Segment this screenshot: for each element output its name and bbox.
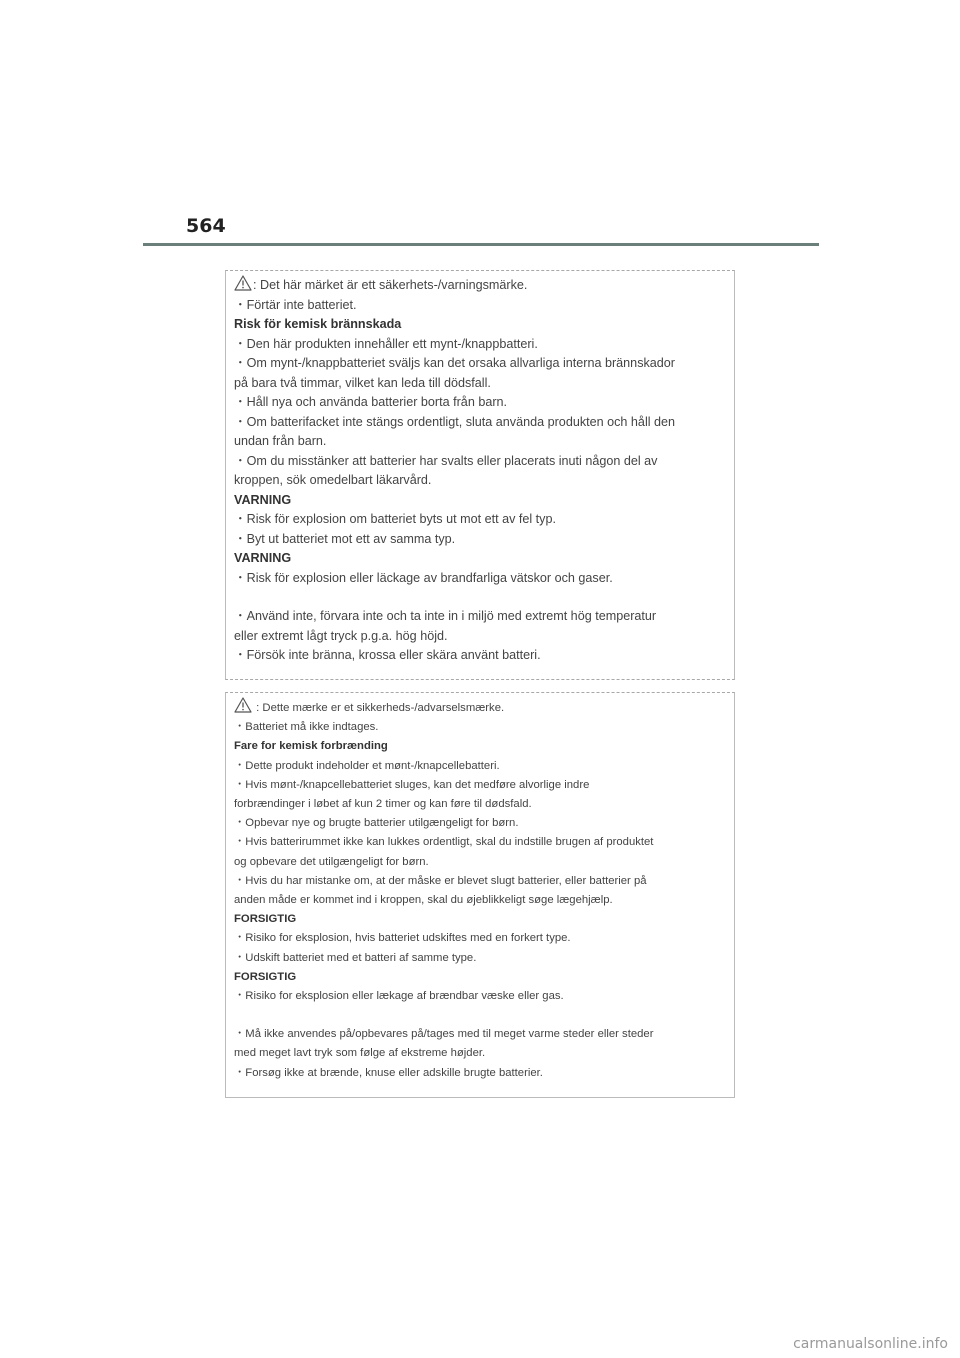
label-line [234, 432, 726, 452]
line-text: og opbevare det utilgængeligt for børn. [234, 855, 429, 868]
label-line [234, 275, 726, 296]
label-line [234, 393, 726, 413]
label-line [234, 471, 726, 491]
line-text: eller extremt lågt tryck p.g.a. hög höjd. [234, 628, 448, 643]
line-text: VARNING [234, 492, 292, 507]
blank-line [234, 588, 726, 607]
line-text: FORSIGTIG [234, 970, 297, 983]
label-line [234, 853, 726, 872]
line-text: forbrændinger i løbet af kun 2 timer og kan føre til dødsfald. [234, 798, 532, 811]
label-line [234, 413, 726, 433]
label-heading [234, 737, 726, 756]
line-text: ・Förtär inte batteriet. [234, 297, 357, 312]
line-text: : Dette mærke er et sikkerheds-/advarselsmærke. [253, 702, 505, 714]
line-text: ・Dette produkt indeholder et mønt-/knapcellebatteri. [234, 759, 500, 772]
line-text: med meget lavt tryk som følge af ekstreme højder. [234, 1047, 486, 1060]
label-line [234, 1044, 726, 1063]
footer-watermark: carmanualsonline.info [793, 1336, 948, 1352]
label-heading [234, 549, 726, 569]
label-line [234, 569, 726, 589]
line-text: ・Risk för explosion om batteriet byts ut mot ett av fel typ. [234, 512, 556, 526]
danish-warning-label [225, 692, 735, 1098]
warning-triangle-icon [234, 697, 252, 713]
header-rule [143, 243, 819, 246]
line-text: ・Hvis batterirummet ikke kan lukkes ordentligt, skal du indstille brugen af produktet [234, 836, 654, 849]
line-text: ・Om mynt-/knappbatteriet sväljs kan det orsaka allvarliga interna brännskador [234, 356, 675, 370]
line-text: ・Byt ut batteriet mot ett av samma typ. [234, 531, 456, 546]
label-line [234, 929, 726, 948]
label-line [234, 795, 726, 814]
label-line [234, 949, 726, 968]
line-text: ・Må ikke anvendes på/opbevares på/tages med til meget varme steder eller steder [234, 1028, 654, 1041]
label-line [234, 627, 726, 647]
line-text: Risk för kemisk brännskada [234, 317, 402, 331]
line-text: ・Försök inte bränna, krossa eller skära använt batteri. [234, 648, 541, 662]
label-line [234, 697, 726, 718]
swedish-warning-label [225, 270, 735, 680]
label-line [234, 335, 726, 355]
blank-line [234, 1006, 726, 1025]
label-line [234, 718, 726, 737]
label-line [234, 987, 726, 1006]
line-text: FORSIGTIG [234, 913, 297, 926]
line-text: ・Opbevar nye og brugte batterier utilgængeligt for børn. [234, 817, 519, 830]
label-heading [234, 968, 726, 987]
line-text: ・Den här produkten innehåller ett mynt-/knappbatteri. [234, 336, 538, 351]
line-text: ・Använd inte, förvara inte och ta inte in i miljö med extremt hög temperatur [234, 609, 657, 623]
line-text: ・Hvis mønt-/knapcellebatteriet sluges, kan det medføre alvorlige indre [234, 778, 590, 791]
label-line [234, 646, 726, 666]
label-heading [234, 315, 726, 335]
line-text: ・Håll nya och använda batterier borta från barn. [234, 395, 508, 409]
label-line [234, 891, 726, 910]
line-text: ・Forsøg ikke at brænde, knuse eller adskille brugte batterier. [234, 1066, 543, 1079]
line-text: ・Batteriet må ikke indtages. [234, 721, 379, 734]
line-text: ・Risiko for eksplosion eller lækage af brændbar væske eller gas. [234, 990, 564, 1003]
label-line [234, 296, 726, 316]
line-text: ・Risiko for eksplosion, hvis batteriet udskiftes med en forkert type. [234, 932, 571, 945]
label-line [234, 872, 726, 891]
line-text: ・Risk för explosion eller läckage av brandfarliga vätskor och gaser. [234, 570, 613, 585]
label-line [234, 374, 726, 394]
label-line [234, 833, 726, 852]
label-line [234, 1064, 726, 1083]
label-line [234, 1025, 726, 1044]
label-line [234, 530, 726, 550]
page-number: 564 [186, 215, 226, 237]
label-line [234, 452, 726, 472]
line-text: ・Om batterifacket inte stängs ordentligt, sluta använda produkten och håll den [234, 414, 676, 429]
label-line [234, 776, 726, 795]
line-text: Fare for kemisk forbrænding [234, 740, 388, 753]
label-heading [234, 910, 726, 929]
line-text: kroppen, sök omedelbart läkarvård. [234, 473, 432, 487]
line-text: ・Hvis du har mistanke om, at der måske er blevet slugt batterier, eller batterier på [234, 874, 647, 887]
label-line [234, 607, 726, 627]
label-line [234, 354, 726, 374]
line-text: undan från barn. [234, 434, 327, 448]
label-line [234, 814, 726, 833]
line-text: ・Udskift batteriet med et batteri af samme type. [234, 951, 477, 964]
warning-triangle-icon [234, 275, 252, 291]
label-line [234, 757, 726, 776]
line-text: : Det här märket är ett säkerhets-/varningsmärke. [253, 278, 528, 292]
line-text: anden måde er kommet ind i kroppen, skal du øjeblikkeligt søge lægehjælp. [234, 894, 613, 907]
line-text: på bara två timmar, vilket kan leda till dödsfall. [234, 375, 491, 390]
line-text: VARNING [234, 551, 292, 565]
label-line [234, 510, 726, 530]
label-heading [234, 491, 726, 511]
line-text: ・Om du misstänker att batterier har svalts eller placerats inuti någon del av [234, 453, 658, 468]
